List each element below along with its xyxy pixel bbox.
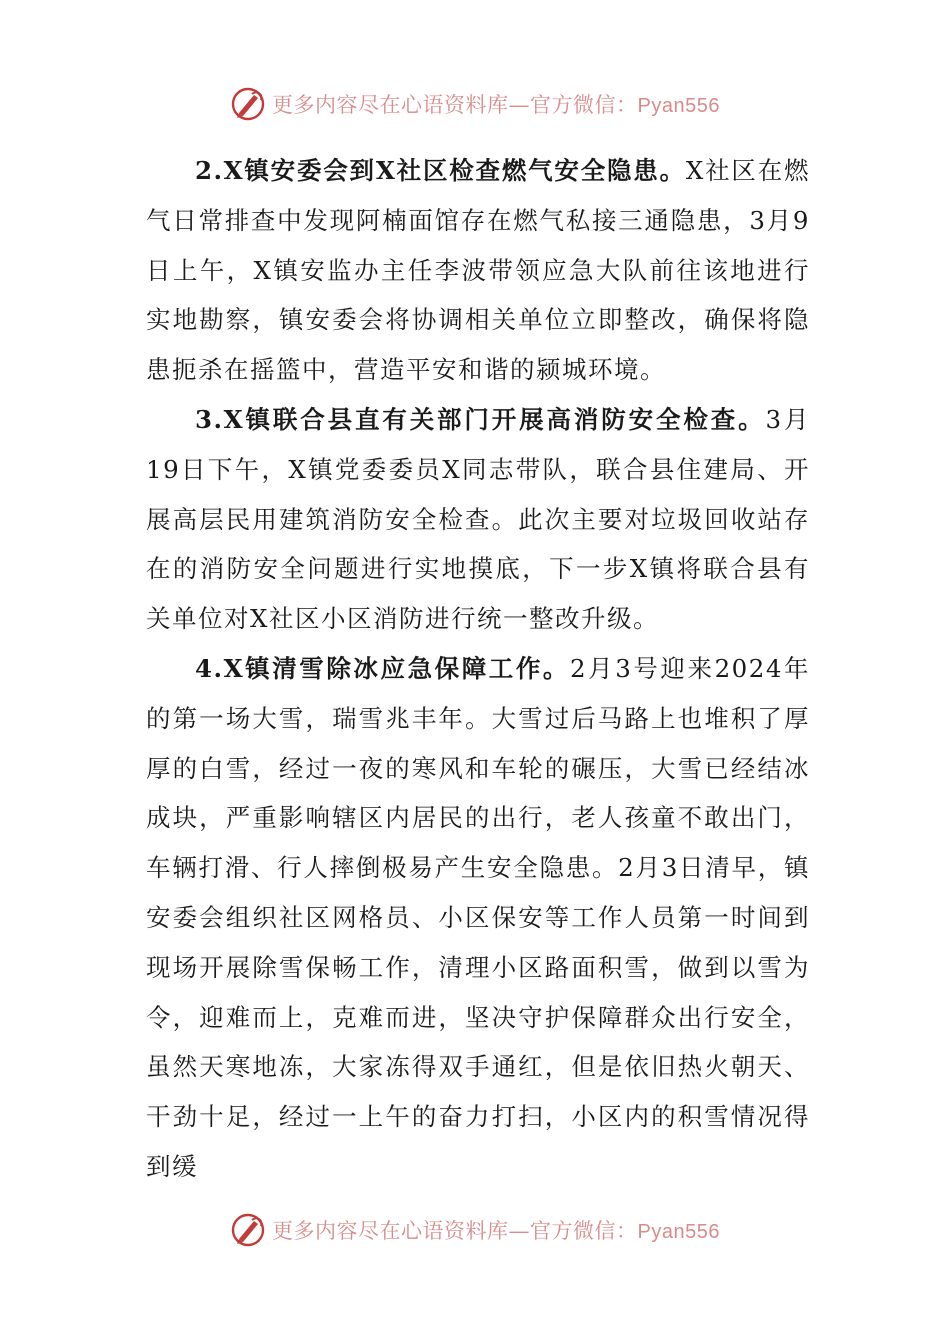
footer-watermark: [0, 1208, 950, 1252]
paragraph-item-2: [146, 146, 810, 395]
paragraph-body: 2月3号迎来2024年的第一场大雪，瑞雪兆丰年。大雪过后马路上也堆积了厚厚的白雪，经过一夜的寒风和车轮的碾压，大雪已经结冰成块，严重影响辖区内居民的出行，老人孩童不敢出门，车辆打滑、行人摔倒极易产生安全隐患。2月3日清早，镇安委会组织社区网格员、小区保安等工作人员第一时间到现场开展除雪保畅工作，清理小区路面积雪，做到以雪为令，迎难而上，克难而进，坚决守护保障群众出行安全，虽然天寒地冻，大家冻得双手通红，但是依旧热火朝天、干劲十足，经过一上午的奋力打扫，小区内的积雪情况得到缓: [146, 653, 810, 1181]
paragraph-heading: 2.X镇安委会到X社区检查燃气安全隐患。: [195, 156, 686, 185]
paragraph-item-3: [146, 395, 810, 644]
watermark-text: 更多内容尽在心语资料库—官方微信：Pyan556: [272, 1219, 720, 1243]
watermark-id: Pyan556: [637, 95, 720, 117]
document-body: [146, 146, 810, 1192]
paragraph-body: 3月19日下午，X镇党委委员X同志带队，联合县住建局、开展高层民用建筑消防安全检查。此次主要对垃圾回收站存在的消防安全问题进行实地摸底，下一步X镇将联合县有关单位对X社区小区消防进行统一整改升级。: [146, 404, 810, 634]
pen-logo-icon: [230, 86, 266, 122]
header-watermark: [0, 82, 950, 126]
paragraph-heading: 4.X镇清雪除冰应急保障工作。: [195, 653, 570, 683]
watermark-text: 更多内容尽在心语资料库—官方微信：Pyan556: [272, 93, 720, 117]
watermark-id: Pyan556: [637, 1221, 720, 1243]
paragraph-body: X社区在燃气日常排查中发现阿楠面馆存在燃气私接三通隐患，3月9日上午，X镇安监办主任李波带领应急大队前往该地进行实地勘察，镇安委会将协调相关单位立即整改，确保将隐患扼杀在摇篮中，营造平安和谐的颍城环境。: [146, 156, 810, 385]
pen-logo-icon: [230, 1212, 266, 1248]
paragraph-item-4: [146, 644, 810, 1192]
paragraph-heading: 3.X镇联合县直有关部门开展高消防安全检查。: [195, 404, 766, 434]
